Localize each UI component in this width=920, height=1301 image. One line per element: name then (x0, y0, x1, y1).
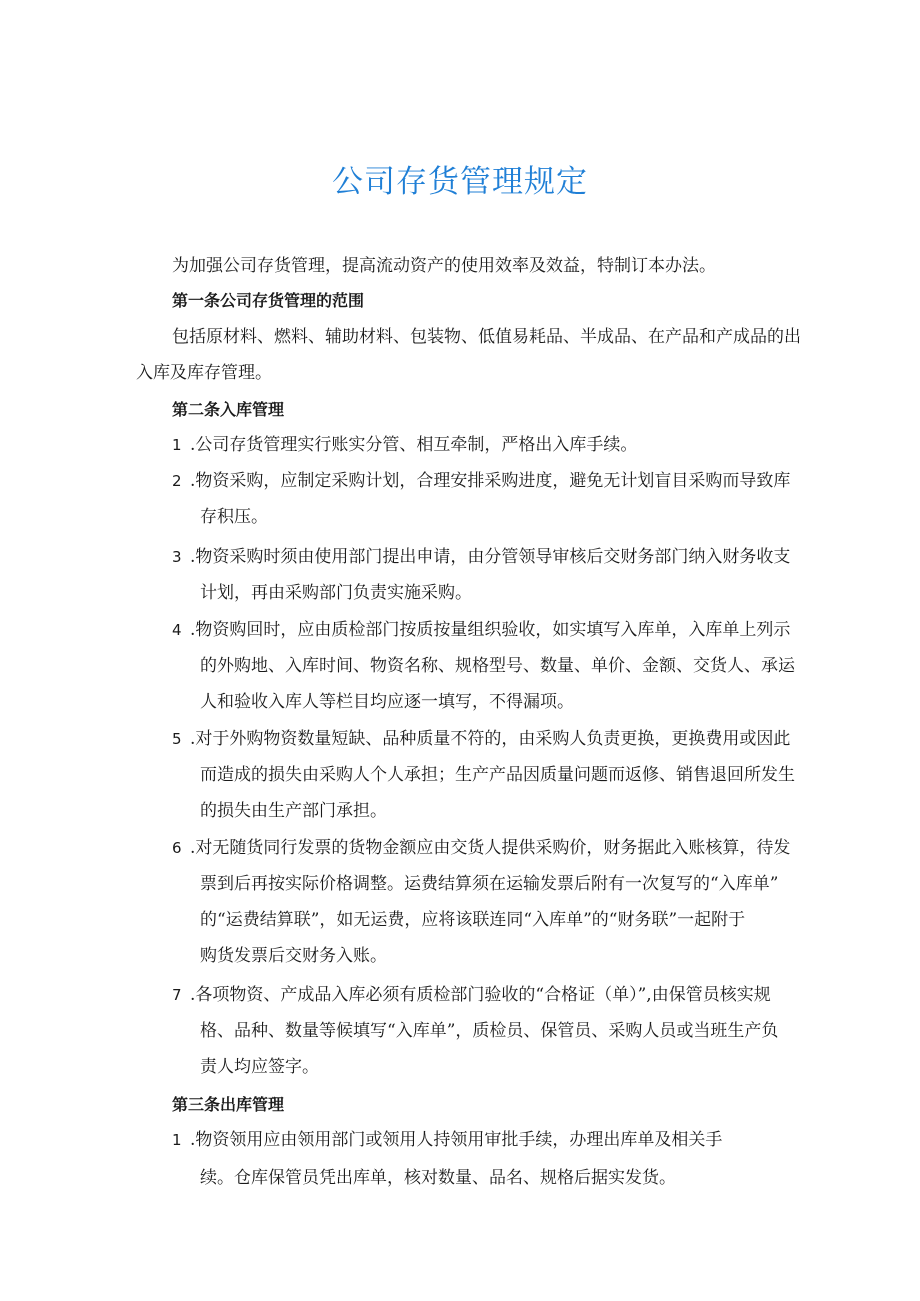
section-2-item-6-number: 6 (172, 839, 182, 857)
section-2-item-4-line-1: .物资购回时，应由质检部门按质按量组织验收，如实填写入库单，入库单上列示 (190, 620, 791, 640)
section-2-item-3-line-2: 计划，再由采购部门负责实施采购。 (200, 583, 472, 603)
section-2-item-5-line-3: 的损失由生产部门承担。 (200, 801, 387, 821)
section-2-item-6-line-2: 票到后再按实际价格调整。运费结算须在运输发票后附有一次复写的“入库单” (200, 874, 779, 894)
section-2-item-6-line-3: 的“运费结算联”，如无运费，应将该联连同“入库单”的“财务联”一起附于 (200, 910, 746, 930)
section-3-heading: 第三条出库管理 (172, 1095, 285, 1114)
section-3-item-1-line-1: .物资领用应由领用部门或领用人持领用审批手续，办理出库单及相关手 (190, 1130, 723, 1150)
section-2-item-4-line-3: 人和验收入库人等栏目均应逐一填写，不得漏项。 (200, 692, 574, 712)
section-2-item-2-line-1: .物资采购，应制定采购计划，合理安排采购进度，避免无计划盲目采购而导致库 (190, 471, 791, 491)
section-2-item-2-line-2: 存积压。 (200, 507, 268, 527)
section-1-text-line-1: 包括原材料、燃料、辅助材料、包装物、低值易耗品、半成品、在产品和产成品的出 (172, 327, 801, 347)
section-2-item-7-line-1: .各项物资、产成品入库必须有质检部门验收的“合格证（单）”,由保管员核实规 (190, 985, 771, 1005)
section-2-item-6-line-1: .对无随货同行发票的货物金额应由交货人提供采购价，财务据此入账核算，待发 (190, 838, 791, 858)
section-2-item-1-number: 1 (172, 436, 182, 454)
section-2-item-6-line-4: 购货发票后交财务入账。 (200, 946, 387, 966)
section-3-item-1-line-2: 续。仓库保管员凭出库单，核对数量、品名、规格后据实发货。 (200, 1168, 676, 1188)
section-2-item-3-number: 3 (172, 548, 182, 566)
section-2-item-7-line-3: 责人均应签字。 (200, 1057, 319, 1077)
intro-paragraph: 为加强公司存货管理，提高流动资产的使用效率及效益，特制订本办法。 (172, 256, 716, 276)
section-3-item-1-number: 1 (172, 1131, 182, 1149)
section-2-heading: 第二条入库管理 (172, 400, 285, 419)
section-1-text-line-2: 入库及库存管理。 (136, 363, 272, 383)
section-2-item-4-number: 4 (172, 621, 182, 639)
document-title: 公司存货管理规定 (332, 164, 588, 200)
section-2-item-5-number: 5 (172, 730, 182, 748)
section-2-item-5-line-1: .对于外购物资数量短缺、品种质量不符的，由采购人负责更换，更换费用或因此 (190, 729, 791, 749)
section-2-item-1-line-1: .公司存货管理实行账实分管、相互牵制，严格出入库手续。 (190, 435, 638, 455)
section-1-heading: 第一条公司存货管理的范围 (172, 291, 365, 310)
section-2-item-5-line-2: 而造成的损失由采购人个人承担；生产产品因质量问题而返修、销售退回所发生 (200, 765, 795, 785)
section-2-item-7-number: 7 (172, 986, 182, 1004)
section-2-item-2-number: 2 (172, 472, 182, 490)
section-2-item-7-line-2: 格、品种、数量等候填写“入库单”，质检员、保管员、采购人员或当班生产负 (200, 1021, 779, 1041)
section-2-item-3-line-1: .物资采购时须由使用部门提出申请，由分管领导审核后交财务部门纳入财务收支 (190, 547, 791, 567)
section-2-item-4-line-2: 的外购地、入库时间、物资名称、规格型号、数量、单价、金额、交货人、承运 (200, 656, 795, 676)
